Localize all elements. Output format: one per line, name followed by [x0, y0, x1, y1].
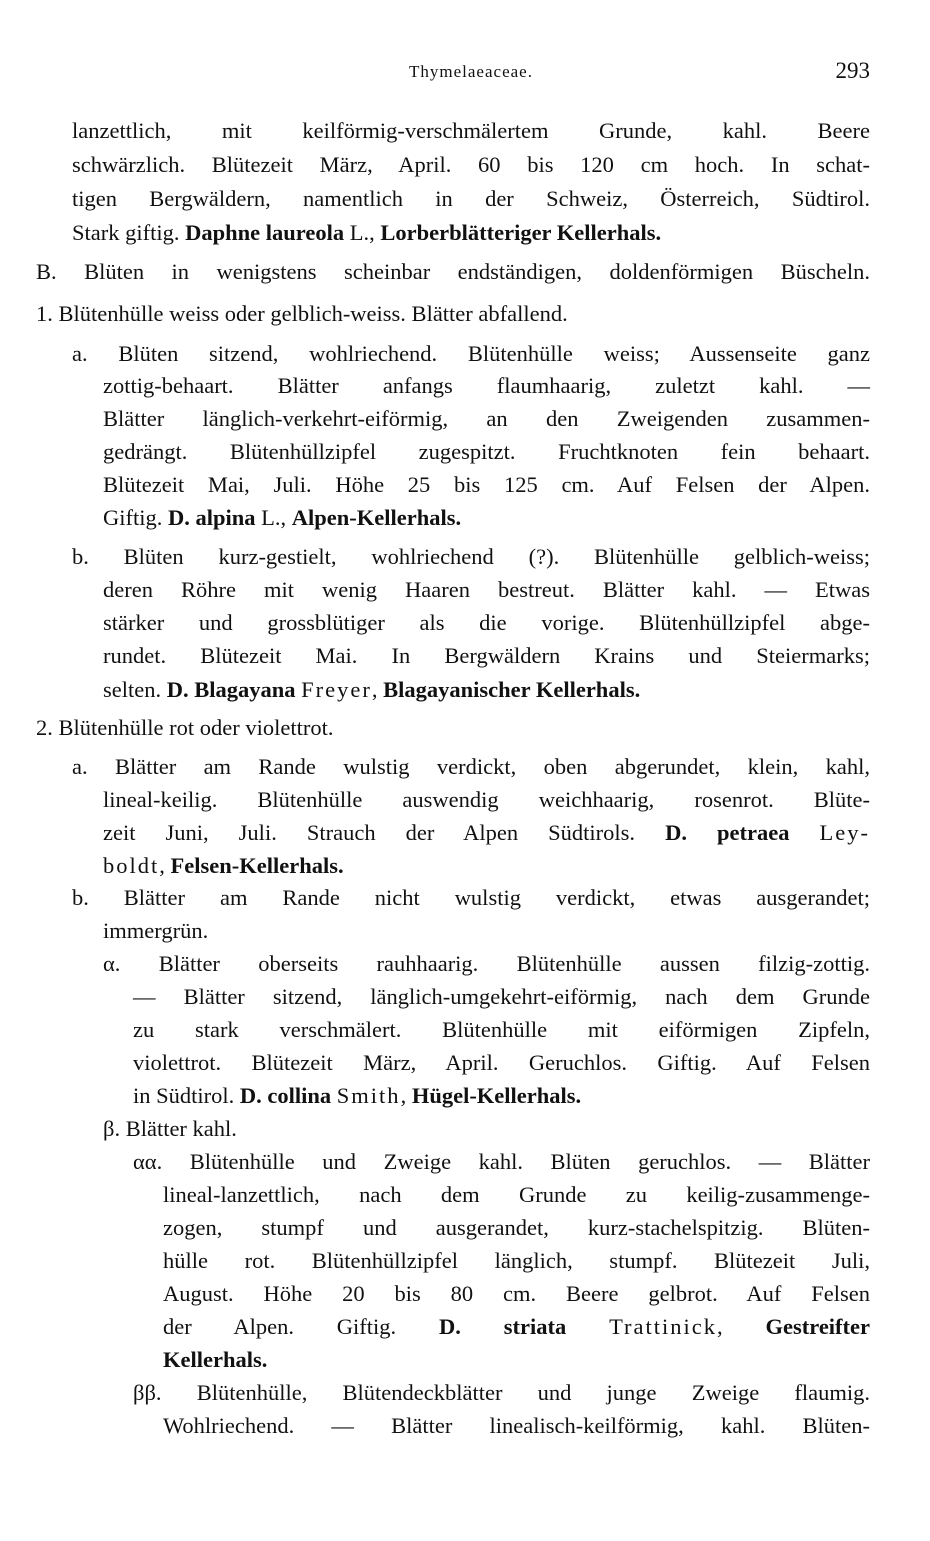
- text-run: hülle rot. Blütenhüllzipfel länglich, stumpf. Blütezeit Juli,: [163, 1248, 870, 1273]
- running-title: Thymelaeaceae.: [409, 62, 533, 81]
- text-line: [163, 1211, 870, 1244]
- text-line: [103, 914, 230, 947]
- text-line: [36, 297, 722, 330]
- text-run: selten.: [103, 677, 167, 702]
- text-run: tigen Bergwäldern, namentlich in der Schweiz, Österreich, Südtirol.: [72, 186, 870, 211]
- text-run: α. Blätter oberseits rauhhaarig. Blütenhülle aussen filzig-zottig.: [103, 951, 870, 976]
- text-line: [163, 1277, 870, 1310]
- text-line: [163, 1310, 870, 1343]
- text-line: [103, 435, 870, 468]
- text-run: L.,: [344, 220, 381, 245]
- page-number: 293: [835, 58, 870, 83]
- text-run: August. Höhe 20 bis 80 cm. Beere gelbrot. Auf Felsen: [163, 1281, 870, 1306]
- text-run: in Südtirol.: [133, 1083, 240, 1108]
- taxon-name: Hügel-Kellerhals.: [411, 1083, 582, 1108]
- text-line: [163, 1244, 870, 1277]
- text-line: [72, 881, 870, 914]
- author-name: Ley-: [819, 820, 871, 845]
- text-line: [103, 402, 870, 435]
- text-line: [133, 980, 870, 1013]
- text-run: lineal-lanzettlich, nach dem Grunde zu keilig-zusammenge-: [163, 1182, 870, 1207]
- text-run: [566, 1314, 609, 1339]
- text-line: [133, 1046, 870, 1079]
- text-line: [72, 216, 870, 249]
- text-run: zu stark verschmälert. Blütenhülle mit eiförmigen Zipfeln,: [133, 1017, 870, 1042]
- taxon-name: D. collina: [239, 1083, 332, 1108]
- taxon-name: Felsen-Kellerhals.: [170, 853, 344, 878]
- text-line: [103, 947, 870, 980]
- text-run: ,: [400, 1083, 412, 1108]
- text-line: [133, 1013, 870, 1046]
- text-run: zottig-behaart. Blätter anfangs flaumhaarig, zuletzt kahl. —: [103, 373, 870, 398]
- text-run: Giftig.: [103, 505, 168, 530]
- text-run: αα. Blütenhülle und Zweige kahl. Blüten geruchlos. — Blätter: [133, 1149, 870, 1174]
- text-line: [103, 783, 870, 816]
- text-line: [103, 606, 870, 639]
- taxon-name: D. petraea: [665, 820, 790, 845]
- taxon-name: Daphne laureola: [185, 220, 345, 245]
- text-line: [36, 255, 870, 288]
- text-line: [103, 673, 826, 706]
- text-run: ,: [371, 677, 384, 702]
- text-run: a. Blüten sitzend, wohlriechend. Blütenhülle weiss; Aussenseite ganz: [72, 341, 870, 366]
- text-line: [72, 750, 870, 783]
- text-line: [72, 114, 870, 147]
- text-run: lineal-keilig. Blütenhülle auswendig weichhaarig, rosenrot. Blüte-: [103, 787, 870, 812]
- text-run: b. Blüten kurz-gestielt, wohlriechend (?). Blütenhülle gelblich-weiss;: [72, 544, 870, 569]
- text-run: Wohlriechend. — Blätter linealisch-keilförmig, kahl. Blüten-: [163, 1413, 870, 1438]
- text-run: gedrängt. Blütenhüllzipfel zugespitzt. Fruchtknoten fein behaart.: [103, 439, 870, 464]
- text-run: L.,: [255, 505, 292, 530]
- text-run: β. Blätter kahl.: [103, 1116, 237, 1141]
- text-line: [163, 1409, 870, 1442]
- text-run: violettrot. Blütezeit März, April. Geruchlos. Giftig. Auf Felsen: [133, 1050, 870, 1075]
- text-line: [103, 816, 870, 849]
- text-run: Blütezeit Mai, Juli. Höhe 25 bis 125 cm. Auf Felsen der Alpen.: [103, 472, 870, 497]
- text-line: [103, 573, 870, 606]
- text-run: zogen, stumpf und ausgerandet, kurz-stachelspitzig. Blüten-: [163, 1215, 870, 1240]
- text-run: immergrün.: [103, 918, 209, 943]
- taxon-name: Lorberblätteriger Kellerhals.: [380, 220, 662, 245]
- text-run: deren Röhre mit wenig Haaren bestreut. Blätter kahl. — Etwas: [103, 577, 870, 602]
- text-line: [103, 849, 420, 882]
- author-name: Trattinick: [609, 1314, 718, 1339]
- text-line: [72, 540, 870, 573]
- author-name: Freyer: [301, 677, 372, 702]
- text-run: ,: [717, 1314, 766, 1339]
- text-line: [72, 182, 870, 215]
- taxon-name: Kellerhals.: [163, 1347, 268, 1372]
- text-line: [133, 1145, 870, 1178]
- text-run: zeit Juni, Juli. Strauch der Alpen Südtirols.: [103, 820, 666, 845]
- text-line: [133, 1376, 870, 1409]
- author-name: boldt: [103, 853, 160, 878]
- text-run: a. Blätter am Rande wulstig verdickt, oben abgerundet, klein, kahl,: [72, 754, 870, 779]
- text-line: [103, 639, 870, 672]
- text-line: [103, 468, 870, 501]
- page-header: [72, 58, 870, 88]
- text-run: ββ. Blütenhülle, Blütendeckblätter und junge Zweige flaumig.: [133, 1380, 870, 1405]
- text-run: Blätter länglich-verkehrt-eiförmig, an den Zweigenden zusammen-: [103, 406, 870, 431]
- text-line: [72, 337, 870, 370]
- taxon-name: D. Blagayana: [166, 677, 296, 702]
- text-run: stärker und grossblütiger als die vorige. Blütenhüllzipfel abge-: [103, 610, 870, 635]
- text-run: [789, 820, 819, 845]
- text-run: rundet. Blütezeit Mai. In Bergwäldern Krains und Steiermarks;: [103, 643, 870, 668]
- text-run: 1. Blütenhülle weiss oder gelblich-weiss. Blätter abfallend.: [36, 301, 568, 326]
- text-line: [103, 501, 590, 534]
- text-line: [103, 1112, 276, 1145]
- text-line: [133, 1079, 742, 1112]
- taxon-name: Alpen-Kellerhals.: [291, 505, 462, 530]
- text-run: b. Blätter am Rande nicht wulstig verdickt, etwas ausgerandet;: [72, 885, 870, 910]
- taxon-name: D. alpina: [168, 505, 256, 530]
- text-run: 2. Blütenhülle rot oder violettrot.: [36, 715, 334, 740]
- text-line: [163, 1343, 310, 1376]
- taxon-name: D. striata: [439, 1314, 567, 1339]
- text-run: Stark giftig.: [72, 220, 186, 245]
- taxon-name: Gestreifter: [765, 1314, 871, 1339]
- text-run: B. Blüten in wenigstens scheinbar endständigen, doldenförmigen Büscheln.: [36, 259, 870, 284]
- author-name: Smith: [336, 1083, 401, 1108]
- text-run: schwärzlich. Blütezeit März, April. 60 bis 120 cm hoch. In schat-: [72, 152, 870, 177]
- taxon-name: Blagayanischer Kellerhals.: [383, 677, 641, 702]
- text-line: [103, 369, 870, 402]
- text-line: [36, 711, 390, 744]
- text-run: der Alpen. Giftig.: [163, 1314, 440, 1339]
- text-run: — Blätter sitzend, länglich-umgekehrt-eiförmig, nach dem Grunde: [133, 984, 870, 1009]
- text-line: [72, 148, 870, 181]
- text-run: ,: [159, 853, 171, 878]
- text-run: lanzettlich, mit keilförmig-verschmälertem Grunde, kahl. Beere: [72, 118, 870, 143]
- text-line: [163, 1178, 870, 1211]
